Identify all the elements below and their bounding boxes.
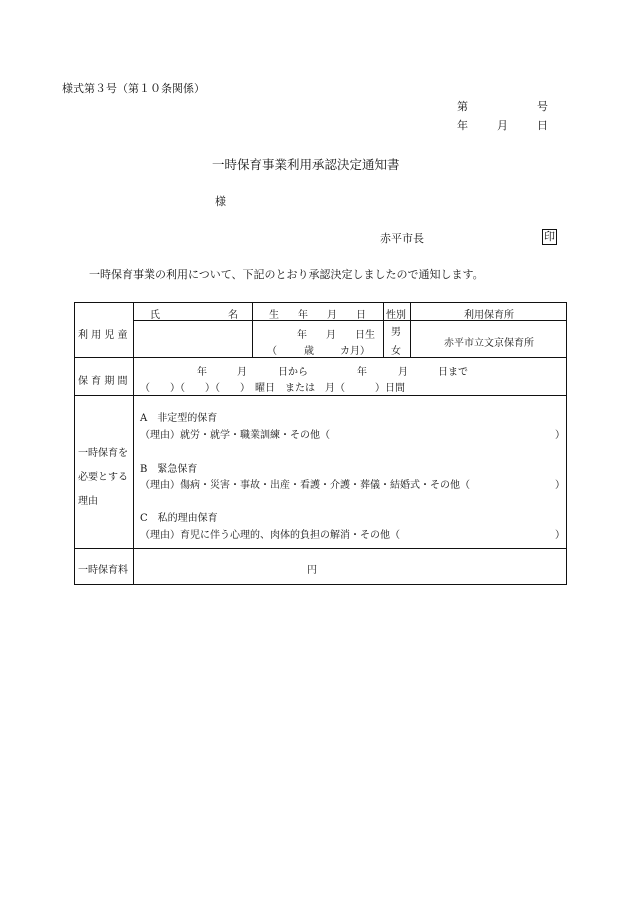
reason-a-detail: （理由）就労・就学・職業訓練・その他（ (140, 430, 330, 441)
reason-label-3: 理由 (78, 496, 98, 507)
age-months: カ月） (340, 346, 370, 357)
period-start-year: 年 (197, 367, 207, 378)
birth-day: 日生 (355, 330, 375, 341)
doc-number-suffix: 号 (537, 100, 548, 113)
reason-c-detail: （理由）育児に伴う心理的、肉体的負担の解消・その他（ (140, 530, 400, 541)
reason-b-title: B 緊急保育 (140, 464, 198, 475)
col-birth-1: 生 (269, 310, 279, 321)
gender-male: 男 (391, 327, 401, 338)
col-birth-3: 月 (327, 310, 337, 321)
issuer: 赤平市長 (380, 232, 424, 245)
reason-b-detail: （理由）傷病・災害・事故・出産・看護・介護・葬儀・結婚式・その他（ (140, 480, 470, 491)
reason-label-1: 一時保育を (78, 448, 128, 459)
date-year: 年 (457, 119, 468, 132)
period-start-day: 日から (278, 367, 308, 378)
col-facility: 利用保育所 (464, 310, 514, 321)
period-label: 保 育 期 間 (78, 376, 128, 387)
period-end-day: 日まで (438, 367, 468, 378)
reason-label-2: 必要とする (78, 472, 128, 483)
col-name-given: 名 (228, 310, 238, 321)
age-years: 歳 (304, 346, 314, 357)
reason-c-title: C 私的理由保育 (140, 513, 218, 524)
col-birth-2: 年 (298, 310, 308, 321)
addressee-suffix: 様 (215, 195, 226, 208)
gender-female: 女 (391, 346, 401, 357)
col-birth-4: 日 (356, 310, 366, 321)
age-open: （ (267, 346, 277, 357)
period-weekdays: （ ）（ ）（ ） 曜日 または 月（ ）日間 (140, 383, 405, 394)
col-name-family: 氏 (150, 310, 160, 321)
reason-c-close: ） (555, 530, 565, 541)
fee-label: 一時保育料 (78, 565, 128, 576)
birth-year: 年 (297, 330, 307, 341)
period-start-month: 月 (237, 367, 247, 378)
form-number: 様式第３号（第１０条関係） (62, 82, 205, 95)
date-month: 月 (497, 119, 508, 132)
doc-number-prefix: 第 (457, 100, 468, 113)
seal-mark: 印 (544, 230, 555, 243)
reason-b-close: ） (555, 480, 565, 491)
intro-text: 一時保育事業の利用について、下記のとおり承認決定しましたので通知します。 (89, 268, 484, 281)
reason-a-close: ） (555, 430, 565, 441)
col-gender: 性別 (386, 310, 406, 321)
date-day: 日 (537, 119, 548, 132)
facility-name: 赤平市立文京保育所 (444, 338, 534, 349)
period-end-month: 月 (398, 367, 408, 378)
child-label: 利 用 児 童 (78, 330, 128, 341)
fee-unit: 円 (307, 565, 317, 576)
period-end-year: 年 (357, 367, 367, 378)
document-title: 一時保育事業利用承認決定通知書 (212, 157, 400, 172)
reason-a-title: A 非定型的保育 (140, 413, 218, 424)
birth-month: 月 (326, 330, 336, 341)
